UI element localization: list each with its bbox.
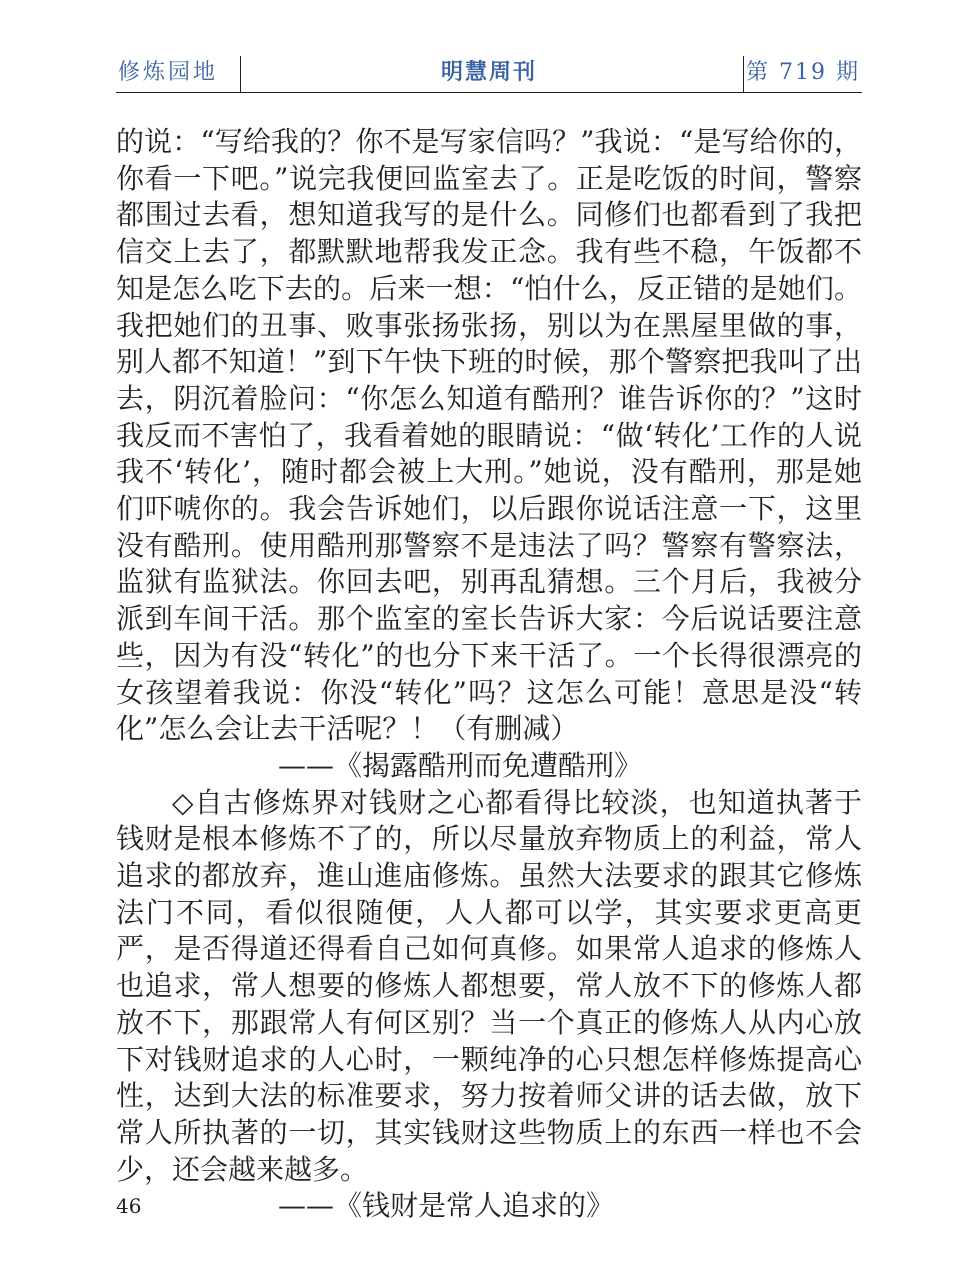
page-number: 46 <box>116 1194 142 1218</box>
article-source: ——《揭露酷刑而免遭酷刑》 <box>278 748 643 782</box>
header-divider-right <box>743 56 744 92</box>
header-rule <box>116 92 862 93</box>
article-source: ——《钱财是常人追求的》 <box>278 1189 615 1223</box>
article-paragraph: ◇自古修炼界对钱财之心都看得比较淡，也知道执著于钱财是根本修炼不了的，所以尽量放弃物质上的利益，常人追求的都放弃，進山進庙修炼。虽然大法要求的跟其它修炼法门不同，看似很随便，人人都可以学，其实要求更高更严，是否得道还得看自己如何真修。如果常人追求的修炼人也追求，常人想要的修炼人都想要，常人放不下的修炼人都放不下，那跟常人有何区别？当一个真正的修炼人从内心放下对钱财追求的人心时，一颗纯净的心只想怎样修炼提高心性，达到大法的标准要求，努力按着师父讲的话去做，放下常人所执著的一切，其实钱财这些物质上的东西一样也不会少，还会越来越多。 <box>116 785 862 1186</box>
article-paragraph: 的说：“写给我的？你不是写家信吗？”我说：“是写给你的，你看一下吧。”说完我便回监室去了。正是吃饭的时间，警察都围过去看，想知道我写的是什么。同修们也都看到了我把信交上去了，都默默地帮我发正念。我有些不稳，午饭都不知是怎么吃下去的。后来一想：“怕什么，反正错的是她们。我把她们的丑事、败事张扬张扬，别以为在黑屋里做的事，别人都不知道！”到下午快下班的时候，那个警察把我叫了出去，阴沉着脸问：“你怎么知道有酷刑？谁告诉你的？”这时我反而不害怕了，我看着她的眼睛说：“做‘转化’工作的人说我不‘转化’，随时都会被上大刑。”她说，没有酷刑，那是她们吓唬你的。我会告诉她们，以后跟你说话注意一下，这里没有酷刑。使用酷刑那警察不是违法了吗？警察有警察法，监狱有监狱法。你回去吧，别再乱猜想。三个月后，我被分派到车间干活。那个监室的室长告诉大家：今后说话要注意些，因为有没“转化”的也分下来干活了。一个长得很漂亮的女孩望着我说：你没“转化”吗？这怎么可能！意思是没“转化”怎么会让去干活呢？！（有删减） <box>116 125 862 746</box>
article-body <box>116 124 862 1225</box>
section-label: 修炼园地 <box>118 60 219 85</box>
issue-label: 第 719 期 <box>746 60 860 85</box>
publication-title: 明慧周刊 <box>440 59 537 85</box>
page-header <box>116 52 862 92</box>
